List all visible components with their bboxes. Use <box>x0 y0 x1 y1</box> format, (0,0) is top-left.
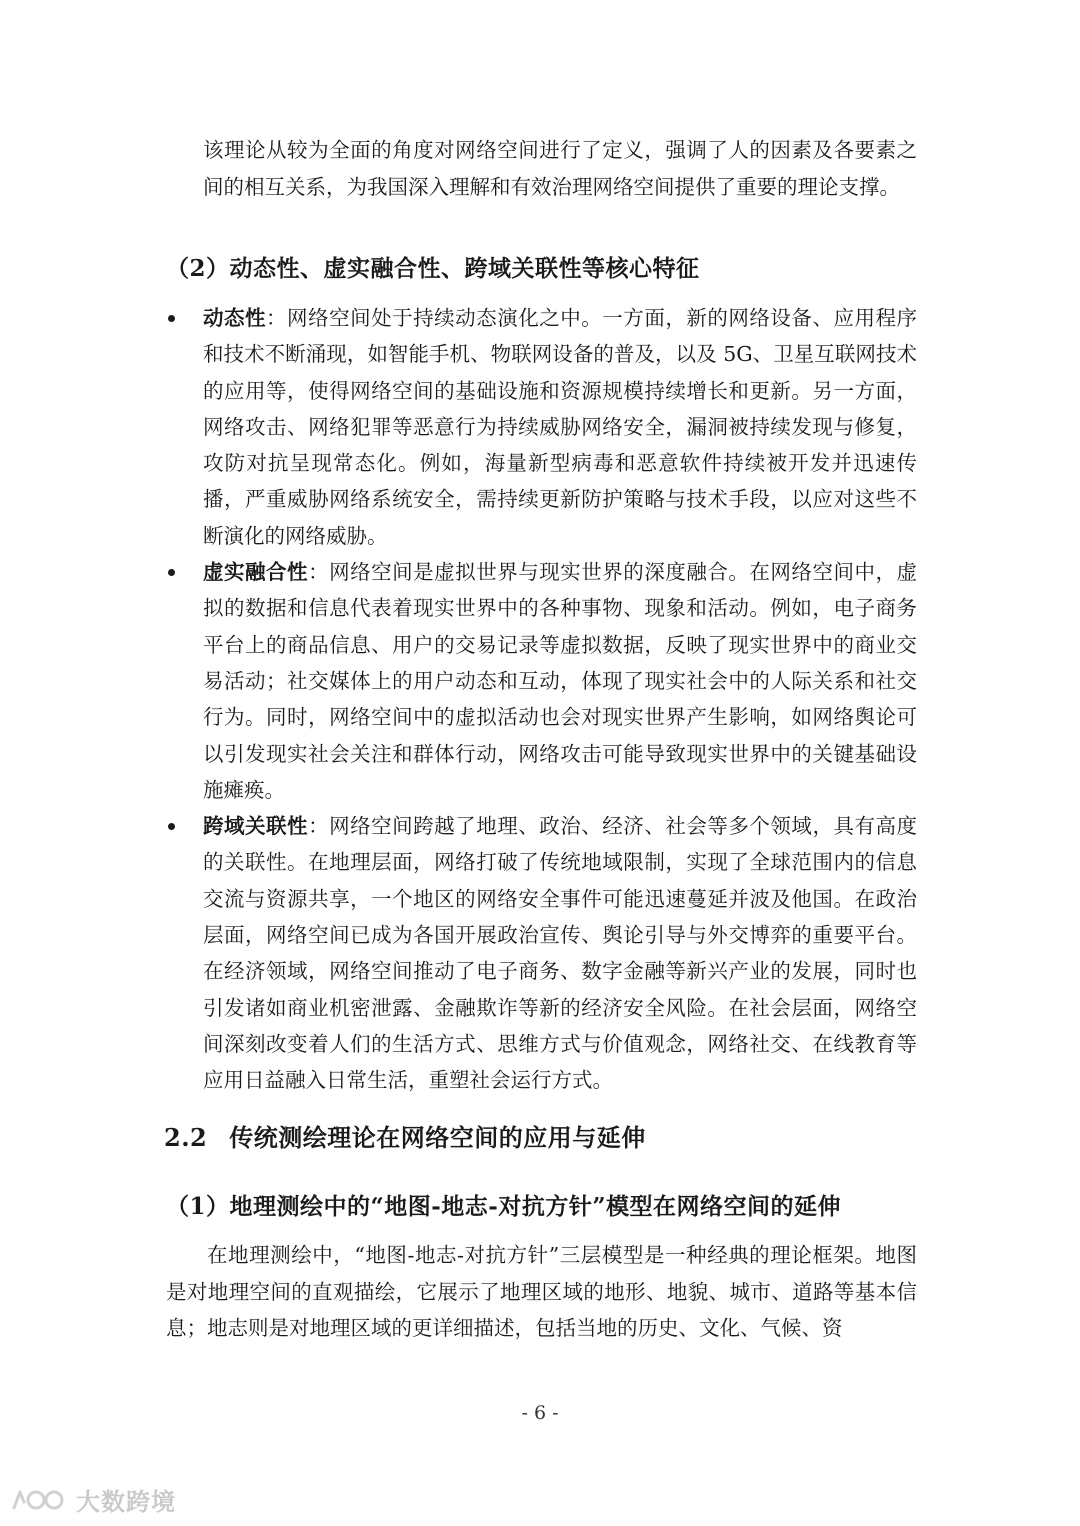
core-features-list <box>166 300 917 1099</box>
bullet-icon <box>168 569 175 576</box>
list-item-text: ：网络空间是虚拟世界与现实世界的深度融合。在网络空间中，虚拟的数据和信息代表着现实世界中的各种事物、现象和活动。例如，电子商务平台上的商品信息、用户的交易记录等虚拟数据，反映了现实世界中的商业交易活动；社交媒体上的用户动态和互动，体现了现实社会中的人际关系和社交行为。同时，网络空间中的虚拟活动也会对现实世界产生影响，如网络舆论可以引发现实社会关注和群体行动，网络攻击可能导致现实世界中的关键基础设施瘫痪。 <box>203 560 918 802</box>
list-item <box>166 554 917 808</box>
list-item-term: 动态性 <box>203 306 267 330</box>
section-heading-model-extension: （1）地理测绘中的“地图-地志-对抗方针”模型在网络空间的延伸 <box>166 1193 842 1220</box>
bullet-icon <box>168 823 175 830</box>
section-heading-core-features: （2）动态性、虚实融合性、跨域关联性等核心特征 <box>166 255 700 282</box>
watermark-text: 大数跨境 <box>76 1488 176 1516</box>
section-heading-2-2 <box>164 1118 646 1153</box>
watermark-logo-icon <box>10 1486 70 1514</box>
intro-paragraph: 该理论从较为全面的角度对网络空间进行了定义，强调了人的因素及各要素之间的相互关系，为我国深入理解和有效治理网络空间提供了重要的理论支撑。 <box>203 138 917 199</box>
list-item-text: ：网络空间跨越了地理、政治、经济、社会等多个领域，具有高度的关联性。在地理层面，网络打破了传统地域限制，实现了全球范围内的信息交流与资源共享，一个地区的网络安全事件可能迅速蔓延并波及他国。在政治层面，网络空间已成为各国开展政治宣传、舆论引导与外交博弈的重要平台。在经济领域，网络空间推动了电子商务、数字金融等新兴产业的发展，同时也引发诸如商业机密泄露、金融欺诈等新的经济安全风险。在社会层面，网络空间深刻改变着人们的生活方式、思维方式与价值观念，网络社交、在线教育等应用日益融入日常生活，重塑社会运行方式。 <box>203 814 918 1093</box>
list-item <box>166 808 917 1098</box>
page-number: - 6 - <box>521 1402 559 1424</box>
list-item <box>166 300 917 554</box>
section-number: 2.2 <box>164 1123 208 1152</box>
watermark <box>10 1482 176 1517</box>
list-item-text: ：网络空间处于持续动态演化之中。一方面，新的网络设备、应用程序和技术不断涌现，如智能手机、物联网设备的普及，以及 5G、卫星互联网技术的应用等，使得网络空间的基础设施和资源规模持续增长和更新。另一方面，网络攻击、网络犯罪等恶意行为持续威胁网络安全，漏洞被持续发现与修复，攻防对抗呈现常态化。例如，海量新型病毒和恶意软件持续被开发并迅速传播，严重威胁网络系统安全，需持续更新防护策略与技术手段，以应对这些不断演化的网络威胁。 <box>203 306 917 548</box>
model-extension-paragraph: 在地理测绘中，“地图-地志-对抗方针”三层模型是一种经典的理论框架。地图是对地理空间的直观描绘，它展示了地理区域的地形、地貌、城市、道路等基本信息；地志则是对地理区域的更详细描述，包括当地的历史、文化、气候、资 <box>166 1243 917 1340</box>
bullet-icon <box>168 315 175 322</box>
list-item-term: 虚实融合性 <box>203 560 309 585</box>
list-item-term: 跨域关联性 <box>203 814 309 839</box>
section-title: 传统测绘理论在网络空间的应用与延伸 <box>229 1123 646 1152</box>
